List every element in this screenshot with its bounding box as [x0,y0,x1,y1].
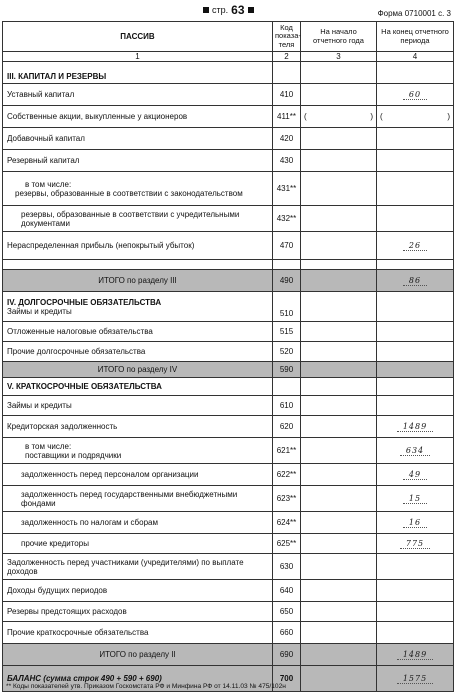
start-cell[interactable] [301,232,377,260]
row-label: Добавочный капитал [3,128,273,150]
end-cell[interactable] [377,438,454,464]
table-row [3,292,454,322]
row-label: задолженность перед персоналом организации [3,464,273,486]
table-row [3,172,454,206]
col-header-code: Код показателя [273,22,301,52]
end-cell[interactable] [377,292,454,322]
row-label: Собственные акции, выкупленные у акционеров [3,106,273,128]
end-cell[interactable] [377,512,454,534]
table-row [3,580,454,602]
col-header-end: На конец отчетного периода [377,22,454,52]
page-number-block [203,3,254,17]
page-number: 63 [231,3,245,17]
table-row [3,322,454,342]
balance-sheet-table [2,21,454,692]
code-cell: 630 [273,554,301,580]
start-cell[interactable] [301,464,377,486]
end-cell[interactable] [377,602,454,622]
start-cell [301,378,377,396]
table-row [3,150,454,172]
table-row [3,554,454,580]
table-row [3,232,454,260]
row-label-main: резервы, образованные в соответствии с законодательством [15,188,243,198]
code-cell: 520 [273,342,301,362]
row-label: Отложенные налоговые обязательства [3,322,273,342]
row-label: прочие кредиторы [3,534,273,554]
row-label: Задолженность перед участниками (учредителями) по выплате доходов [3,554,273,580]
code-cell: 620 [273,416,301,438]
start-cell[interactable] [301,106,377,128]
start-cell[interactable] [301,512,377,534]
start-cell[interactable] [301,322,377,342]
handwritten-value: 15 [403,494,427,504]
table-row [3,378,454,396]
handwritten-value: 1489 [397,422,433,432]
code-cell: 431** [273,172,301,206]
start-cell[interactable] [301,128,377,150]
row-label: Доходы будущих периодов [3,580,273,602]
start-cell[interactable] [301,534,377,554]
square-marker-icon [203,7,209,13]
col-num-3: 3 [301,52,377,62]
code-cell: 420 [273,128,301,150]
code-cell: 432** [273,206,301,232]
code-cell: 590 [273,362,301,378]
paren-open: ( [304,112,307,122]
start-cell [301,84,377,106]
table-row [3,106,454,128]
col-header-passiv: ПАССИВ [3,22,273,52]
row-label: Резервы предстоящих расходов [3,602,273,622]
end-cell[interactable] [377,534,454,554]
row-label: Резервный капитал [3,150,273,172]
section-heading: III. КАПИТАЛ И РЕЗЕРВЫ [3,62,273,84]
code-cell: 622** [273,464,301,486]
start-cell[interactable] [301,292,377,322]
code-cell: 515 [273,322,301,342]
start-cell[interactable] [301,206,377,232]
end-cell[interactable] [377,666,454,692]
start-cell[interactable] [301,342,377,362]
table-row [3,84,454,106]
code-cell: 410 [273,84,301,106]
start-cell [301,62,377,84]
end-cell[interactable] [377,396,454,416]
end-cell [377,378,454,396]
code-cell: 430 [273,150,301,172]
page-prefix: стр. [212,5,229,15]
start-cell[interactable] [301,644,377,666]
table-row [3,622,454,644]
end-cell[interactable] [377,622,454,644]
row-label-main: поставщики и подрядчики [25,450,122,460]
end-cell[interactable] [377,150,454,172]
code-cell: 640 [273,580,301,602]
form-code: Форма 0710001 с. 3 [377,9,451,18]
end-cell [377,62,454,84]
section-heading: IV. ДОЛГОСРОЧНЫЕ ОБЯЗАТЕЛЬСТВА [7,297,162,307]
end-cell[interactable] [377,206,454,232]
total-row [3,362,454,378]
handwritten-value: 1489 [397,650,433,660]
total-label: ИТОГО по разделу II [3,644,273,666]
row-label: Прочие долгосрочные обязательства [3,342,273,362]
table-row [3,512,454,534]
code-cell: 621** [273,438,301,464]
start-cell[interactable] [301,362,377,378]
end-cell[interactable] [377,172,454,206]
total-label: ИТОГО по разделу IV [3,362,273,378]
row-label: резервы, образованные в соответствии с учредительными документами [3,206,273,232]
end-cell[interactable] [377,580,454,602]
start-cell[interactable] [301,666,377,692]
handwritten-value: 634 [400,446,430,456]
total-row [3,270,454,292]
end-cell[interactable] [377,464,454,486]
end-cell[interactable] [377,106,454,128]
start-cell[interactable] [301,554,377,580]
start-cell[interactable] [301,486,377,512]
end-cell[interactable] [377,416,454,438]
start-cell[interactable] [301,396,377,416]
col-num-4: 4 [377,52,454,62]
code-cell: 624** [273,512,301,534]
section-heading: V. КРАТКОСРОЧНЫЕ ОБЯЗАТЕЛЬСТВА [3,378,273,396]
row-label-prefix: в том числе: [25,441,72,451]
row-label: задолженность по налогам и сборам [3,512,273,534]
end-cell[interactable] [377,270,454,292]
start-cell[interactable] [301,622,377,644]
table-row [3,464,454,486]
end-cell[interactable] [377,232,454,260]
row-label [3,438,273,464]
row-label-main: Займы и кредиты [7,306,72,316]
row-label: Прочие краткосрочные обязательства [3,622,273,644]
code-cell: 625** [273,534,301,554]
start-cell[interactable] [301,270,377,292]
handwritten-value: 775 [400,539,430,549]
code-cell [273,378,301,396]
row-label: задолженность перед государственными внебюджетными фондами [3,486,273,512]
row-label [3,172,273,206]
start-cell[interactable] [301,580,377,602]
code-cell: 610 [273,396,301,416]
code-cell [273,62,301,84]
table-row [3,342,454,362]
end-cell[interactable] [377,322,454,342]
code-cell: 700 [273,666,301,692]
end-cell[interactable] [377,644,454,666]
code-cell: 623** [273,486,301,512]
start-cell[interactable] [301,150,377,172]
column-numbers-row [3,52,454,62]
start-cell[interactable] [301,438,377,464]
end-cell[interactable] [377,362,454,378]
paren-open: ( [380,112,383,122]
handwritten-value: 49 [403,470,427,480]
end-cell[interactable] [377,84,454,106]
code-cell: 690 [273,644,301,666]
paren-close: ) [447,112,450,122]
handwritten-value: 1575 [397,674,433,684]
start-cell[interactable] [301,416,377,438]
table-header-row [3,22,454,52]
start-cell[interactable] [301,602,377,622]
table-row [3,534,454,554]
end-cell[interactable] [377,128,454,150]
code-cell: 470 [273,232,301,260]
code-cell: 411** [273,106,301,128]
table-row [3,62,454,84]
row-label [3,292,273,322]
code-cell: 650 [273,602,301,622]
code-cell: 490 [273,270,301,292]
row-label-prefix: в том числе: [25,179,72,189]
start-cell[interactable] [301,172,377,206]
paren-close: ) [370,112,373,122]
table-row [3,602,454,622]
row-label: Нераспределенная прибыль (непокрытый убыток) [3,232,273,260]
handwritten-value: 86 [403,276,427,286]
table-row [3,396,454,416]
square-marker-icon [248,7,254,13]
col-num-2: 2 [273,52,301,62]
page-header [0,3,455,21]
row-label: Уставный капитал [3,84,273,106]
end-cell[interactable] [377,342,454,362]
table-row [3,486,454,512]
table-row [3,128,454,150]
col-num-1: 1 [3,52,273,62]
handwritten-value: 60 [403,90,427,100]
col-header-start: На начало отчетного года [301,22,377,52]
end-cell[interactable] [377,486,454,512]
table-row [3,438,454,464]
table-row [3,416,454,438]
handwritten-value: 16 [403,518,427,528]
footnote: ** Коды показателей утв. Приказом Госкомстата РФ и Минфина РФ от 14.11.03 № 475/102н [6,683,286,690]
code-cell: 660 [273,622,301,644]
end-cell[interactable] [377,554,454,580]
spacer-row [3,260,454,270]
total-label: ИТОГО по разделу III [3,270,273,292]
code-cell: 510 [273,292,301,322]
balance-label: БАЛАНС (сумма строк 490 + 590 + 690) [3,666,273,692]
row-label: Кредиторская задолженность [3,416,273,438]
row-label: Займы и кредиты [3,396,273,416]
table-row [3,206,454,232]
total-row [3,644,454,666]
handwritten-value: 26 [403,241,427,251]
